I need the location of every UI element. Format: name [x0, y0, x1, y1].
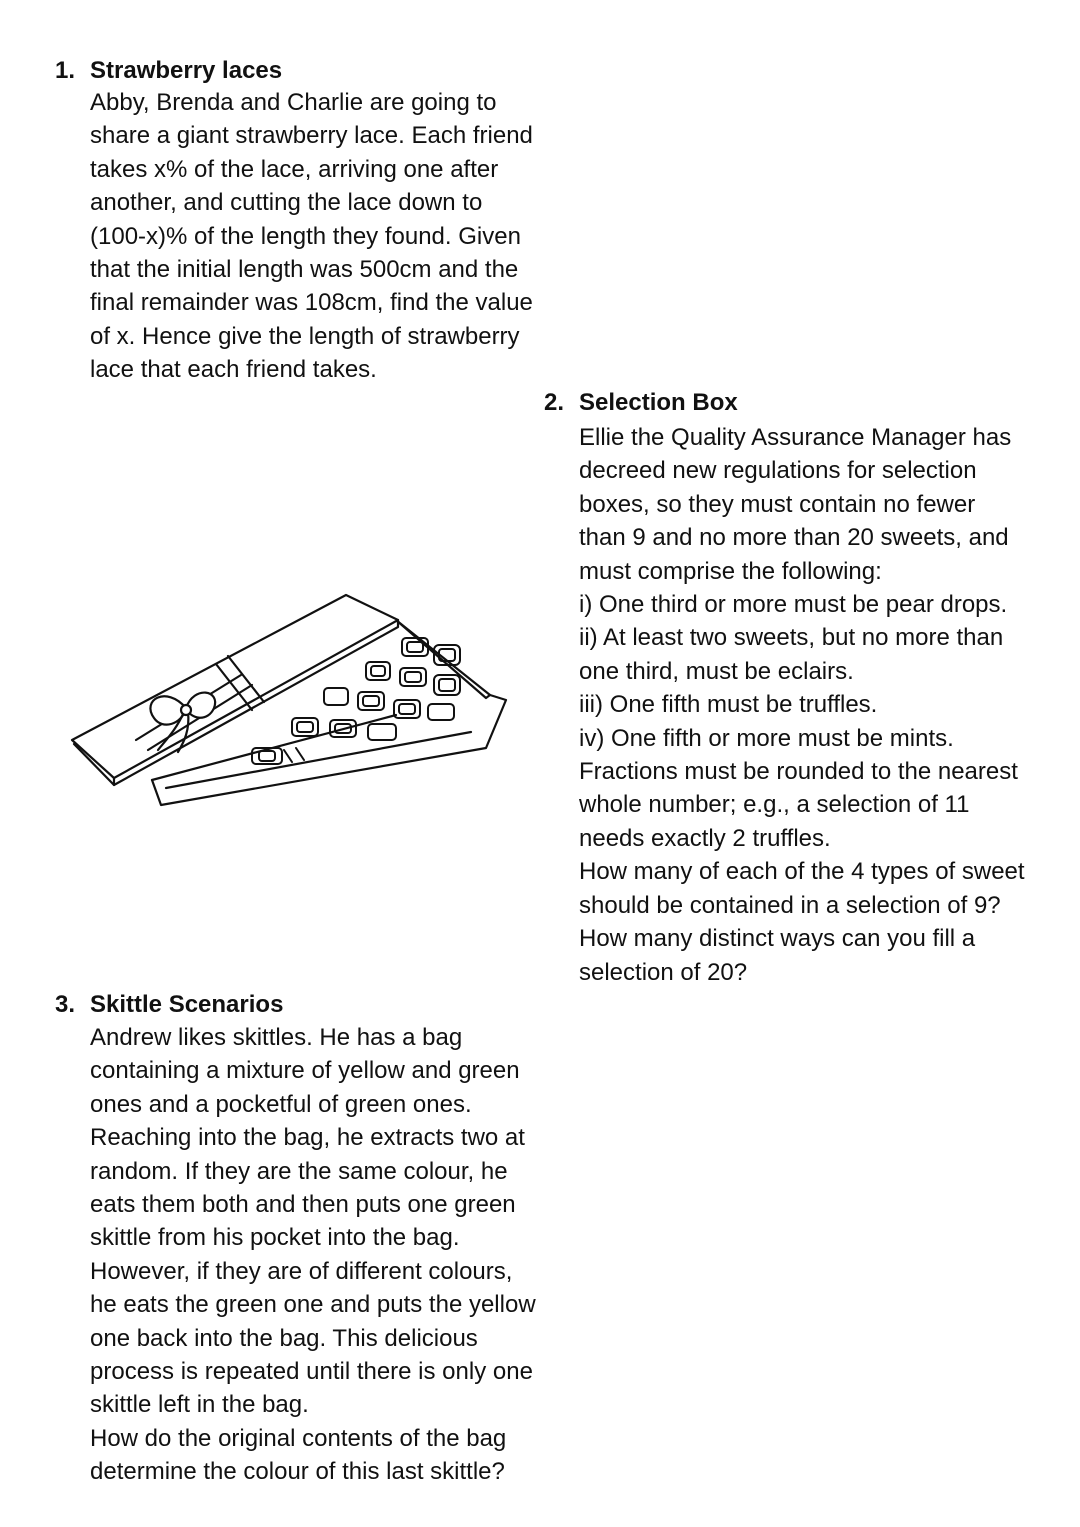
- text-line: How do the original contents of the bag: [90, 1424, 507, 1452]
- problem-3-body: [90, 1021, 550, 1489]
- problem-2-number: 2.: [544, 389, 565, 416]
- text-line: final remainder was 108cm, find the value: [90, 289, 533, 317]
- text-line: another, and cutting the lace down to: [90, 189, 483, 217]
- text-line: eats them both and then puts one green: [90, 1191, 516, 1219]
- text-line: takes x% of the lace, arriving one after: [90, 155, 499, 183]
- problem-1-title: Strawberry laces: [90, 57, 283, 84]
- text-line: containing a mixture of yellow and green: [90, 1057, 520, 1085]
- text-line: share a giant strawberry lace. Each friend: [90, 122, 533, 150]
- problem-2-heading: [544, 386, 738, 419]
- text-line: iii) One fifth must be truffles.: [579, 691, 878, 719]
- text-line: i) One third or more must be pear drops.: [579, 591, 1008, 619]
- text-line: whole number; e.g., a selection of 11: [579, 791, 970, 819]
- text-line: must comprise the following:: [579, 557, 882, 585]
- text-line: However, if they are of different colours,: [90, 1257, 513, 1285]
- text-line: Andrew likes skittles. He has a bag: [90, 1024, 463, 1051]
- problem-3-number: 3.: [55, 991, 76, 1018]
- text-line: How many of each of the 4 types of sweet: [579, 858, 1025, 886]
- problem-1-heading: [55, 54, 282, 87]
- text-line: Abby, Brenda and Charlie are going to: [90, 89, 497, 116]
- text-line: needs exactly 2 truffles.: [579, 824, 831, 852]
- text-line: process is repeated until there is only one: [90, 1358, 533, 1386]
- text-line: than 9 and no more than 20 sweets, and: [579, 524, 1009, 552]
- problem-1-number: 1.: [55, 57, 76, 84]
- text-line: Ellie the Quality Assurance Manager has: [579, 424, 1012, 451]
- problem-2-title: Selection Box: [579, 389, 738, 416]
- text-line: decreed new regulations for selection: [579, 457, 977, 485]
- text-line: ii) At least two sweets, but no more than: [579, 624, 1004, 652]
- problem-2-body: [579, 421, 1039, 989]
- problem-3-title: Skittle Scenarios: [90, 991, 284, 1018]
- text-line: that the initial length was 500cm and the: [90, 256, 519, 284]
- text-line: ones and a pocketful of green ones.: [90, 1090, 472, 1118]
- text-line: (100-x)% of the length they found. Given: [90, 222, 521, 250]
- text-line: one back into the bag. This delicious: [90, 1324, 478, 1352]
- text-line: he eats the green one and puts the yellow: [90, 1291, 536, 1319]
- text-line: How many distinct ways can you fill a: [579, 925, 976, 953]
- text-line: should be contained in a selection of 9?: [579, 891, 1001, 919]
- chocolate-box-illustration: [66, 590, 516, 840]
- text-line: of x. Hence give the length of strawberry: [90, 322, 520, 350]
- text-line: Reaching into the bag, he extracts two at: [90, 1124, 525, 1152]
- text-line: Fractions must be rounded to the nearest: [579, 758, 1018, 786]
- text-line: skittle left in the bag.: [90, 1391, 309, 1419]
- text-line: lace that each friend takes.: [90, 356, 377, 384]
- text-line: one third, must be eclairs.: [579, 657, 854, 685]
- text-line: iv) One fifth or more must be mints.: [579, 724, 954, 752]
- text-line: selection of 20?: [579, 958, 748, 986]
- text-line: random. If they are the same colour, he: [90, 1157, 508, 1185]
- text-line: boxes, so they must contain no fewer: [579, 490, 976, 518]
- problem-3-heading: [55, 988, 283, 1021]
- text-line: skittle from his pocket into the bag.: [90, 1224, 460, 1252]
- text-line: determine the colour of this last skittle?: [90, 1458, 505, 1486]
- problem-1-body: [90, 86, 550, 387]
